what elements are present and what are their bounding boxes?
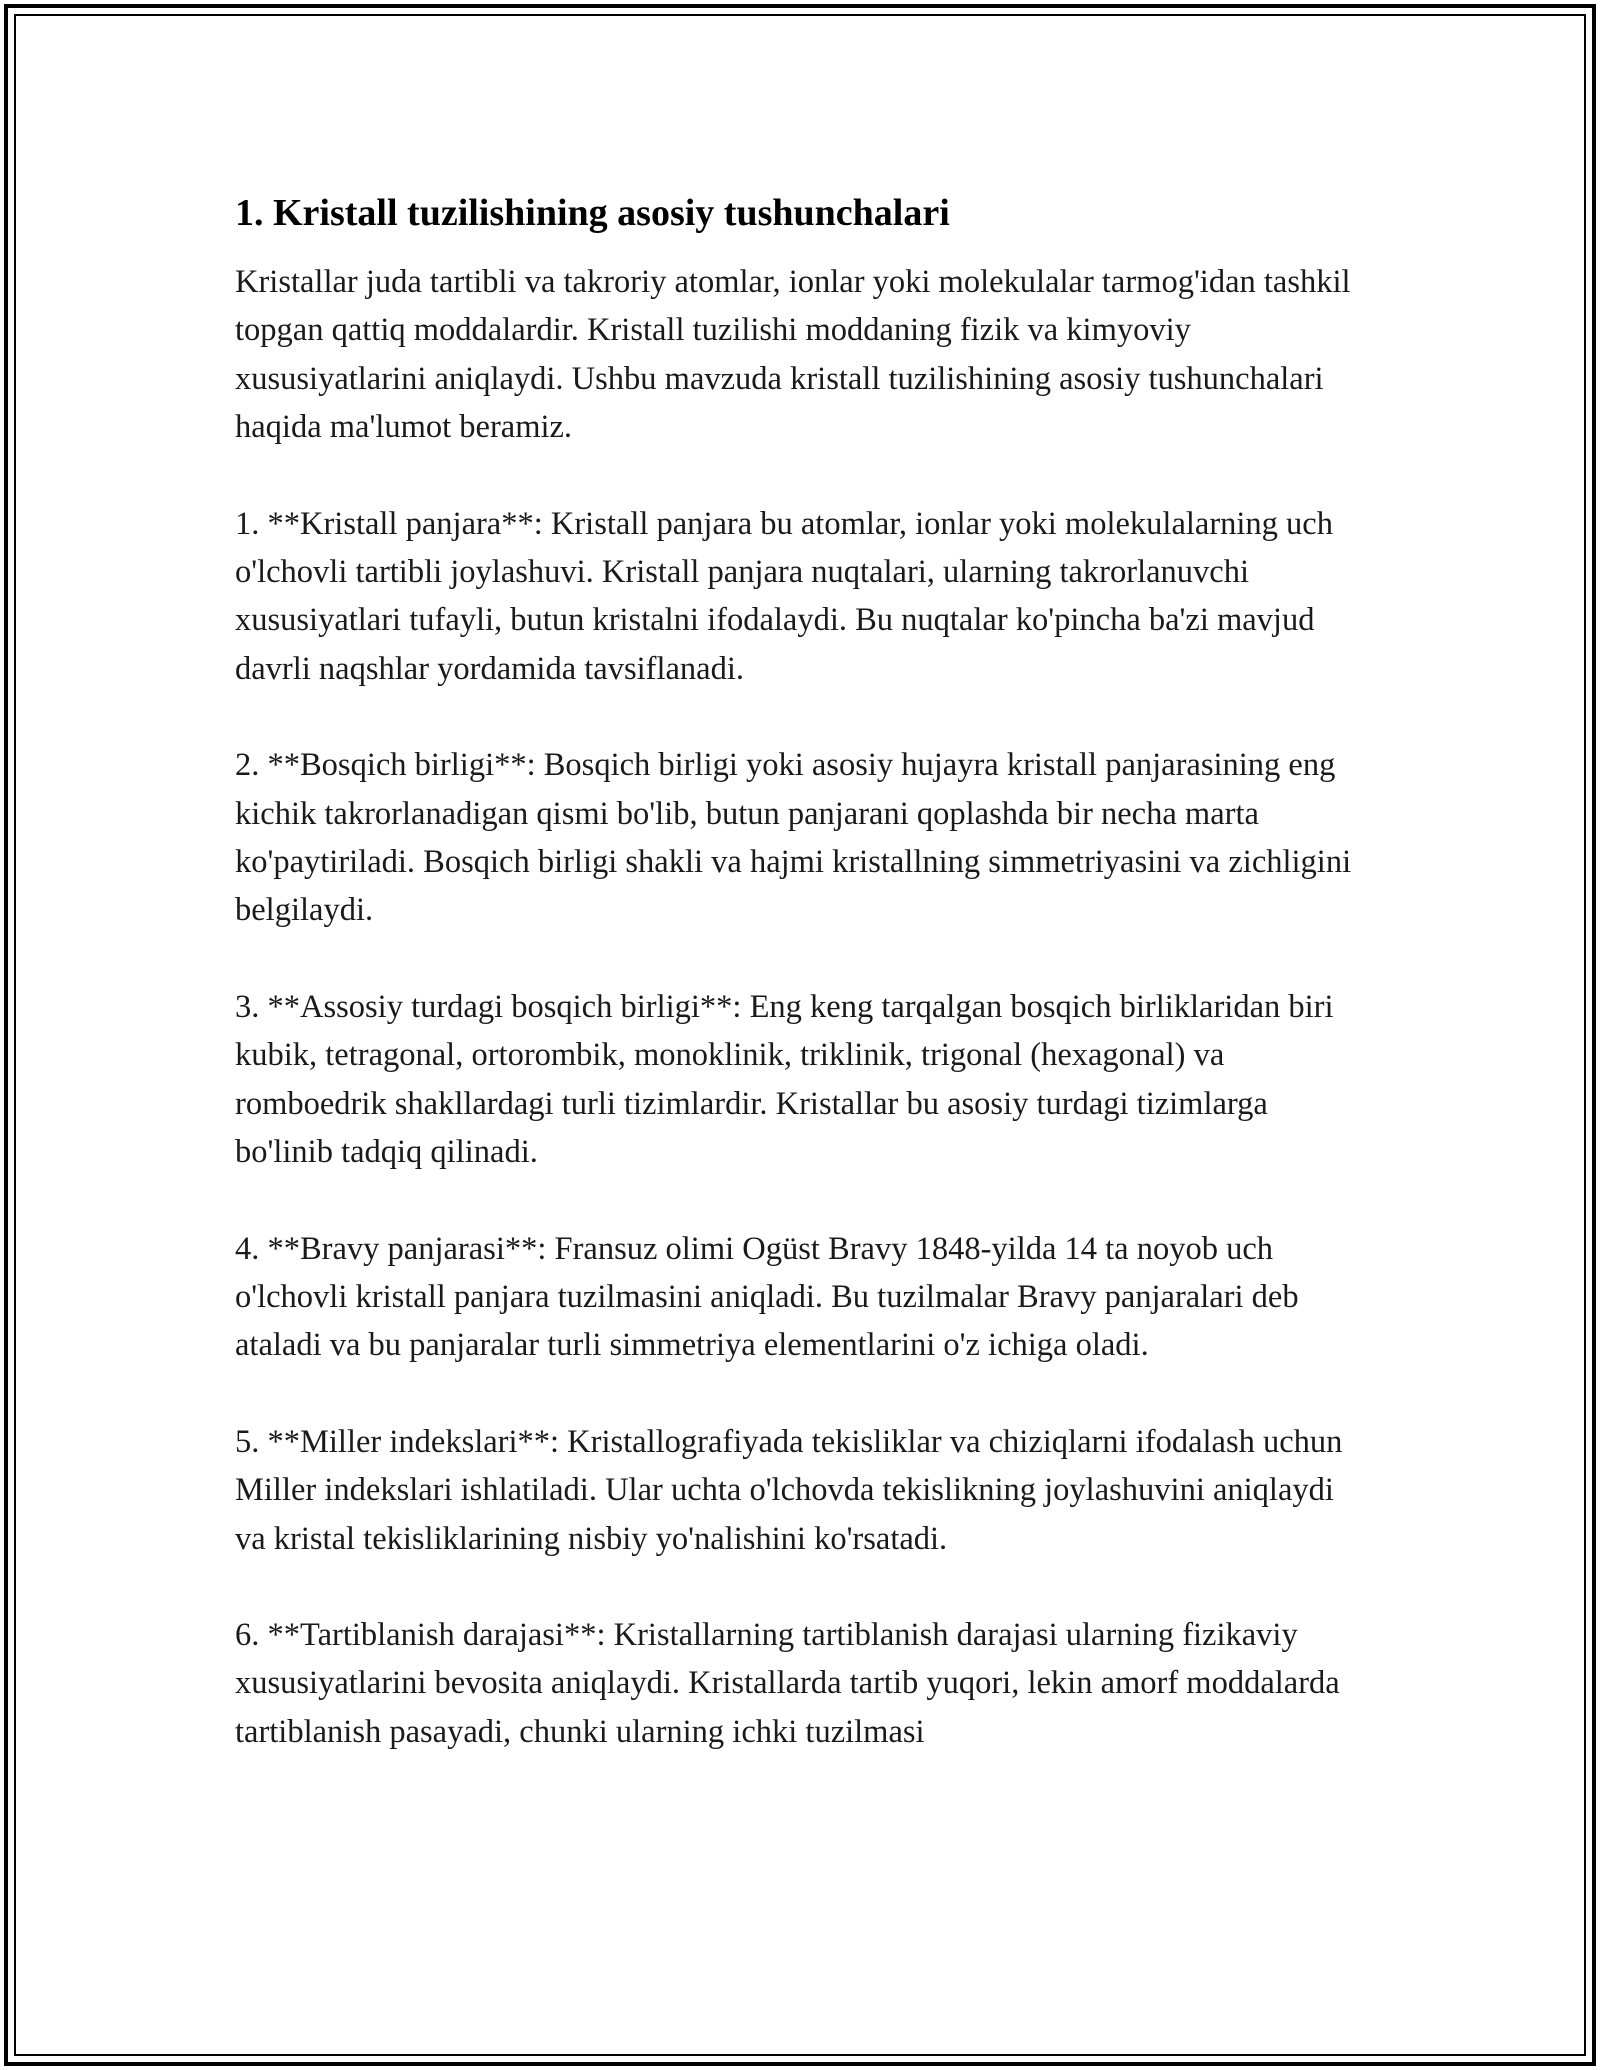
section-heading: 1. Kristall tuzilishining asosiy tushunchalari <box>235 192 950 234</box>
paragraph-crystal-lattice: 1. **Kristall panjara**: Kristall panjara bu atomlar, ionlar yoki molekulalarning uch o'lchovli tartibli joylashuvi. Kristall panjara nuqtalari, ularning takrorlanuvchi xususiyatlari tufayli, butun kristalni ifodalaydi. Bu nuqtalar ko'pincha ba'zi mavjud davrli naqshlar yordamida tavsiflanadi. <box>235 505 1333 687</box>
paragraph-miller-indices: 5. **Miller indekslari**: Kristallografiyada tekisliklar va chiziqlarni ifodalash uchun Miller indekslari ishlatiladi. Ular uchta o'lchovda tekislikning joylashuvini aniqlaydi va kristal tekisliklarining nisbiy yo'nalishini ko'rsatadi. <box>235 1423 1343 1557</box>
paragraph-basic-unit-types: 3. **Assosiy turdagi bosqich birligi**: Eng keng tarqalgan bosqich birliklaridan biri kubik, tetragonal, ortorombik, monoklinik, triklinik, trigonal (hexagonal) va romboedrik shakllardagi turli tizimlardir. Kristallar bu asosiy turdagi tizimlarga bo'linib tadqiq qilinadi. <box>235 988 1334 1171</box>
paragraph-order-degree: 6. **Tartiblanish darajasi**: Kristallarning tartiblanish darajasi ularning fizikaviy xususiyatlarini bevosita aniqlaydi. Kristallarda tartib yuqori, lekin amorf moddalarda tartiblanish pasayadi, chunki ularning ichki tuzilmasi <box>235 1616 1340 1750</box>
intro-paragraph: Kristallar juda tartibli va takroriy atomlar, ionlar yoki molekulalar tarmog'idan tashkil topgan qattiq moddalardir. Kristall tuzilishi moddaning fizik va kimyoviy xususiyatlarini aniqlaydi. Ushbu mavzuda kristall tuzilishining asosiy tushunchalari haqida ma'lumot beramiz. <box>235 264 1351 446</box>
paragraph-unit-cell: 2. **Bosqich birligi**: Bosqich birligi yoki asosiy hujayra kristall panjarasining eng kichik takrorlanadigan qismi bo'lib, butun panjarani qoplashda bir necha marta ko'paytiriladi. Bosqich birligi shakli va hajmi kristallning simmetriyasini va zichligini belgilaydi. <box>235 747 1352 929</box>
paragraph-bravais-lattice: 4. **Bravy panjarasi**: Fransuz olimi Ogüst Bravy 1848-yilda 14 ta noyob uch o'lchovli kristall panjara tuzilmasini aniqladi. Bu tuzilmalar Bravy panjaralari deb ataladi va bu panjaralar turli simmetriya elementlarini o'z ichiga oladi. <box>235 1230 1299 1364</box>
document-body <box>235 186 1365 1804</box>
